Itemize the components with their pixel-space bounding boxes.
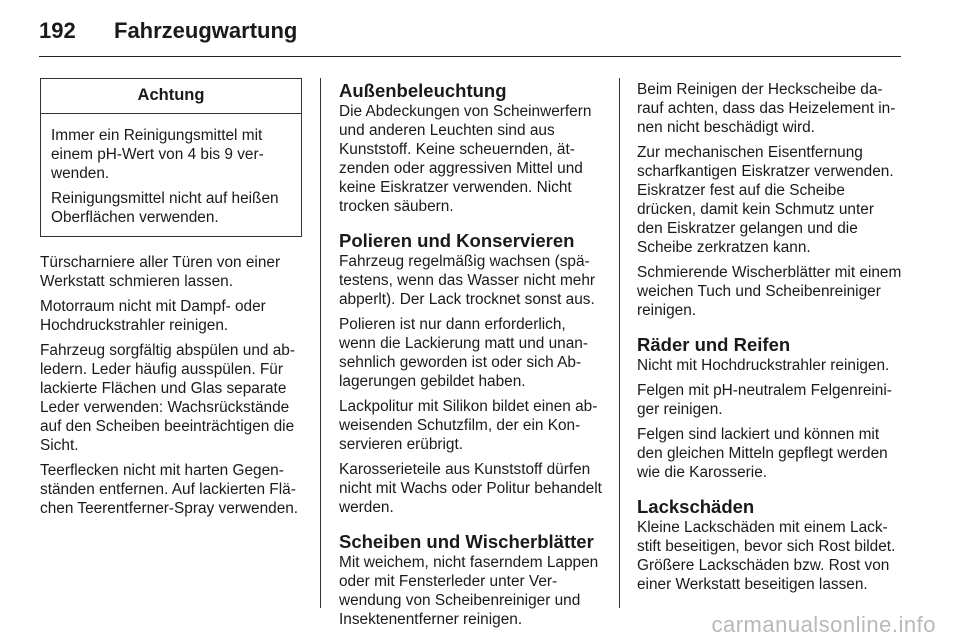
column-divider-2 <box>619 78 620 608</box>
header-rule <box>39 56 901 57</box>
column-1 <box>40 80 302 524</box>
warning-box <box>40 78 302 237</box>
body-paragraph: Lackpolitur mit Silikon bildet einen abweisenden Schutzfilm, der ein Konservieren erübrigt. <box>339 398 598 453</box>
page-header <box>39 14 901 58</box>
body-paragraph: Zur mechanischen Eisentfernung scharfkantigen Eiskratzer verwenden. Eiskratzer fest auf die Scheibe drücken, damit kein Schmutz unter den Eiskratzer gelangen und die Scheibe zerkratzen kann. <box>637 144 894 256</box>
body-paragraph: Polieren ist nur dann erforderlich, wenn die Lackierung matt und unansehnlich geworden ist oder sich Ablagerungen gebildet haben. <box>339 316 588 390</box>
warning-paragraph: Immer ein Reinigungsmittel mit einem pH-Wert von 4 bis 9 verwenden. <box>51 127 264 182</box>
section-polieren <box>339 230 604 517</box>
body-paragraph: Beim Reinigen der Heckscheibe darauf achten, dass das Heizelement innen nicht beschädigt wird. <box>637 81 896 136</box>
page-title: Fahrzeugwartung <box>114 18 298 43</box>
section-lackschaeden <box>637 496 903 594</box>
warning-body <box>41 114 301 236</box>
body-paragraph: Karosserieteile aus Kunststoff dürfen nicht mit Wachs oder Politur behandelt werden. <box>339 461 602 516</box>
section-heading: Polieren und Konservieren <box>339 230 575 251</box>
body-paragraph: Die Abdeckungen von Scheinwerfern und anderen Leuchten sind aus Kunststoff. Keine scheuernden, ätzenden oder aggressiven Mittel und keine Eiskratzer verwenden. Nicht trocken säubern. <box>339 103 592 215</box>
section-aussenbeleuchtung <box>339 80 604 216</box>
page-number: 192 <box>39 18 76 43</box>
watermark: carmanualsonline.info <box>711 612 936 637</box>
body-paragraph: Motorraum nicht mit Dampf- oder Hochdruckstrahler reinigen. <box>40 298 266 334</box>
body-paragraph: Kleine Lackschäden mit einem Lackstift beseitigen, bevor sich Rost bildet. Größere Lackschäden bzw. Rost von einer Werkstatt beseitigen lassen. <box>637 519 896 593</box>
body-paragraph: Türscharniere aller Türen von einer Werkstatt schmieren lassen. <box>40 254 281 290</box>
column-2 <box>339 80 604 635</box>
section-heading: Außenbeleuchtung <box>339 80 507 101</box>
column-3 <box>637 80 903 600</box>
body-paragraph: Mit weichem, nicht faserndem Lappen oder mit Fensterleder unter Verwendung von Scheibenreiniger und Insektenentferner reinigen. <box>339 554 599 628</box>
body-paragraph: Teerflecken nicht mit harten Gegenständen entfernen. Auf lackierten Flächen Teerentferner-Spray verwenden. <box>40 462 299 517</box>
column-divider-1 <box>320 78 321 608</box>
warning-paragraph: Reinigungsmittel nicht auf heißen Oberflächen verwenden. <box>51 190 279 226</box>
body-paragraph: Nicht mit Hochdruckstrahler reinigen. <box>637 357 890 374</box>
body-paragraph: Felgen mit pH-neutralem Felgenreiniger reinigen. <box>637 382 892 418</box>
section-heading: Lackschäden <box>637 496 755 517</box>
section-heading: Scheiben und Wischerblätter <box>339 531 594 552</box>
body-paragraph: Felgen sind lackiert und können mit den gleichen Mitteln gepflegt werden wie die Karosserie. <box>637 426 888 481</box>
section-raeder <box>637 334 903 482</box>
body-paragraph: Fahrzeug sorgfältig abspülen und abledern. Leder häufig ausspülen. Für lackierte Flächen und Glas separate Leder verwenden: Wachsrückstände auf den Scheiben beeinträchtigen die Sicht. <box>40 342 295 454</box>
body-paragraph: Schmierende Wischerblätter mit einem weichen Tuch und Scheibenreiniger reinigen. <box>637 264 902 319</box>
section-scheiben <box>339 531 604 629</box>
section-heading: Räder und Reifen <box>637 334 791 355</box>
body-paragraph: Fahrzeug regelmäßig wachsen (spätestens, wenn das Wasser nicht mehr abperlt). Der Lack trocknet sonst aus. <box>339 253 596 308</box>
warning-title: Achtung <box>41 79 301 114</box>
